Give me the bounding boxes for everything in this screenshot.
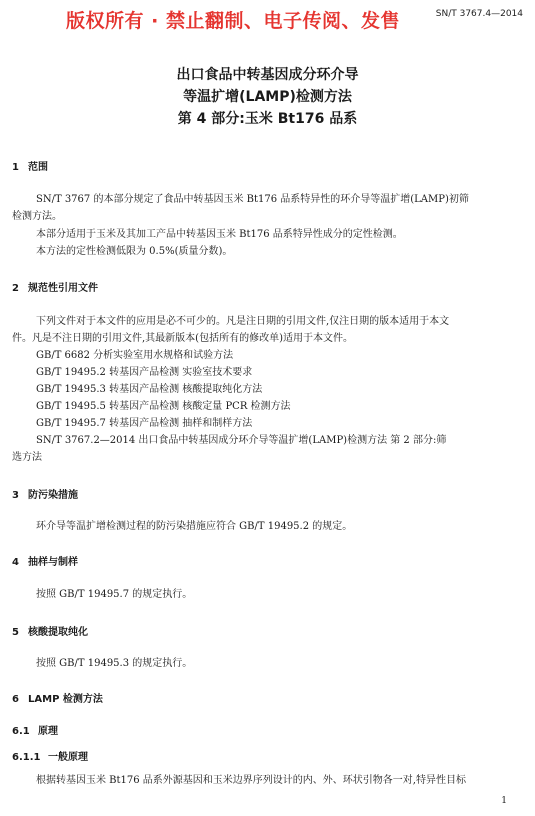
section-title: 防污染措施	[28, 490, 78, 501]
section-6-1-1-heading	[12, 748, 88, 763]
reference-item: GB/T 19495.3 转基因产品检测 核酸提取纯化方法	[36, 384, 263, 395]
reference-item-last-line-2: 选方法	[12, 452, 42, 463]
section-number: 1	[12, 162, 19, 173]
section-title: 抽样与制样	[28, 557, 78, 568]
section-number: 6	[12, 694, 19, 705]
title-line-1: 出口食品中转基因成分环介导	[176, 67, 359, 83]
section-4-heading	[12, 553, 78, 568]
s1-paragraph-1-line-1: SN/T 3767 的本部分规定了食品中转基因玉米 Bt176 品系特异性的环介导等温扩增(LAMP)初筛	[36, 194, 469, 205]
section-number: 5	[12, 627, 19, 638]
section-number: 4	[12, 557, 19, 568]
s6-1-1-paragraph: 根据转基因玉米 Bt176 品系外源基因和玉米边界序列设计的内、外、环状引物各一对,特异性目标	[36, 775, 466, 786]
section-6-1-heading	[12, 722, 58, 737]
title-line-2: 等温扩增(LAMP)检测方法	[183, 89, 352, 105]
section-title: 核酸提取纯化	[28, 627, 88, 638]
section-number: 2	[12, 283, 19, 294]
title-line-3: 第 4 部分:玉米 Bt176 品系	[177, 111, 358, 127]
reference-item: GB/T 19495.2 转基因产品检测 实验室技术要求	[36, 367, 253, 378]
copyright-watermark: 版权所有 · 禁止翻制、电子传阅、发售	[66, 10, 400, 32]
section-number: 6.1.1	[12, 752, 41, 763]
section-title: 范围	[28, 162, 48, 173]
document-title	[0, 64, 535, 130]
section-1-heading	[12, 158, 48, 173]
section-6-heading	[12, 690, 103, 705]
section-2-heading	[12, 279, 98, 294]
section-title: 规范性引用文件	[28, 283, 98, 294]
reference-item: GB/T 6682 分析实验室用水规格和试验方法	[36, 350, 234, 361]
section-title: 原理	[38, 726, 58, 737]
s3-paragraph: 环介导等温扩增检测过程的防污染措施应符合 GB/T 19495.2 的规定。	[36, 521, 353, 532]
s1-paragraph-1-line-2: 检测方法。	[12, 211, 62, 222]
reference-item: GB/T 19495.7 转基因产品检测 抽样和制样方法	[36, 418, 253, 429]
s2-intro-line-2: 件。凡是不注日期的引用文件,其最新版本(包括所有的修改单)适用于本文件。	[12, 333, 353, 344]
section-title: 一般原理	[48, 752, 88, 763]
section-3-heading	[12, 486, 78, 501]
page-number: 1	[501, 796, 507, 806]
reference-item-last-line-1: SN/T 3767.2—2014 出口食品中转基因成分环介导等温扩增(LAMP)检测方法 第 2 部分:筛	[36, 435, 447, 446]
s1-paragraph-3: 本方法的定性检测低限为 0.5%(质量分数)。	[36, 246, 233, 257]
section-5-heading	[12, 623, 88, 638]
reference-item: GB/T 19495.5 转基因产品检测 核酸定量 PCR 检测方法	[36, 401, 291, 412]
s2-intro-line-1: 下列文件对于本文件的应用是必不可少的。凡是注日期的引用文件,仅注日期的版本适用于本文	[36, 316, 450, 327]
section-number: 3	[12, 490, 19, 501]
s4-paragraph: 按照 GB/T 19495.7 的规定执行。	[36, 589, 193, 600]
standard-code: SN/T 3767.4—2014	[435, 9, 523, 19]
section-number: 6.1	[12, 726, 30, 737]
s5-paragraph: 按照 GB/T 19495.3 的规定执行。	[36, 658, 193, 669]
section-title: LAMP 检测方法	[28, 694, 103, 705]
s1-paragraph-2: 本部分适用于玉米及其加工产品中转基因玉米 Bt176 品系特异性成分的定性检测。	[36, 229, 403, 240]
